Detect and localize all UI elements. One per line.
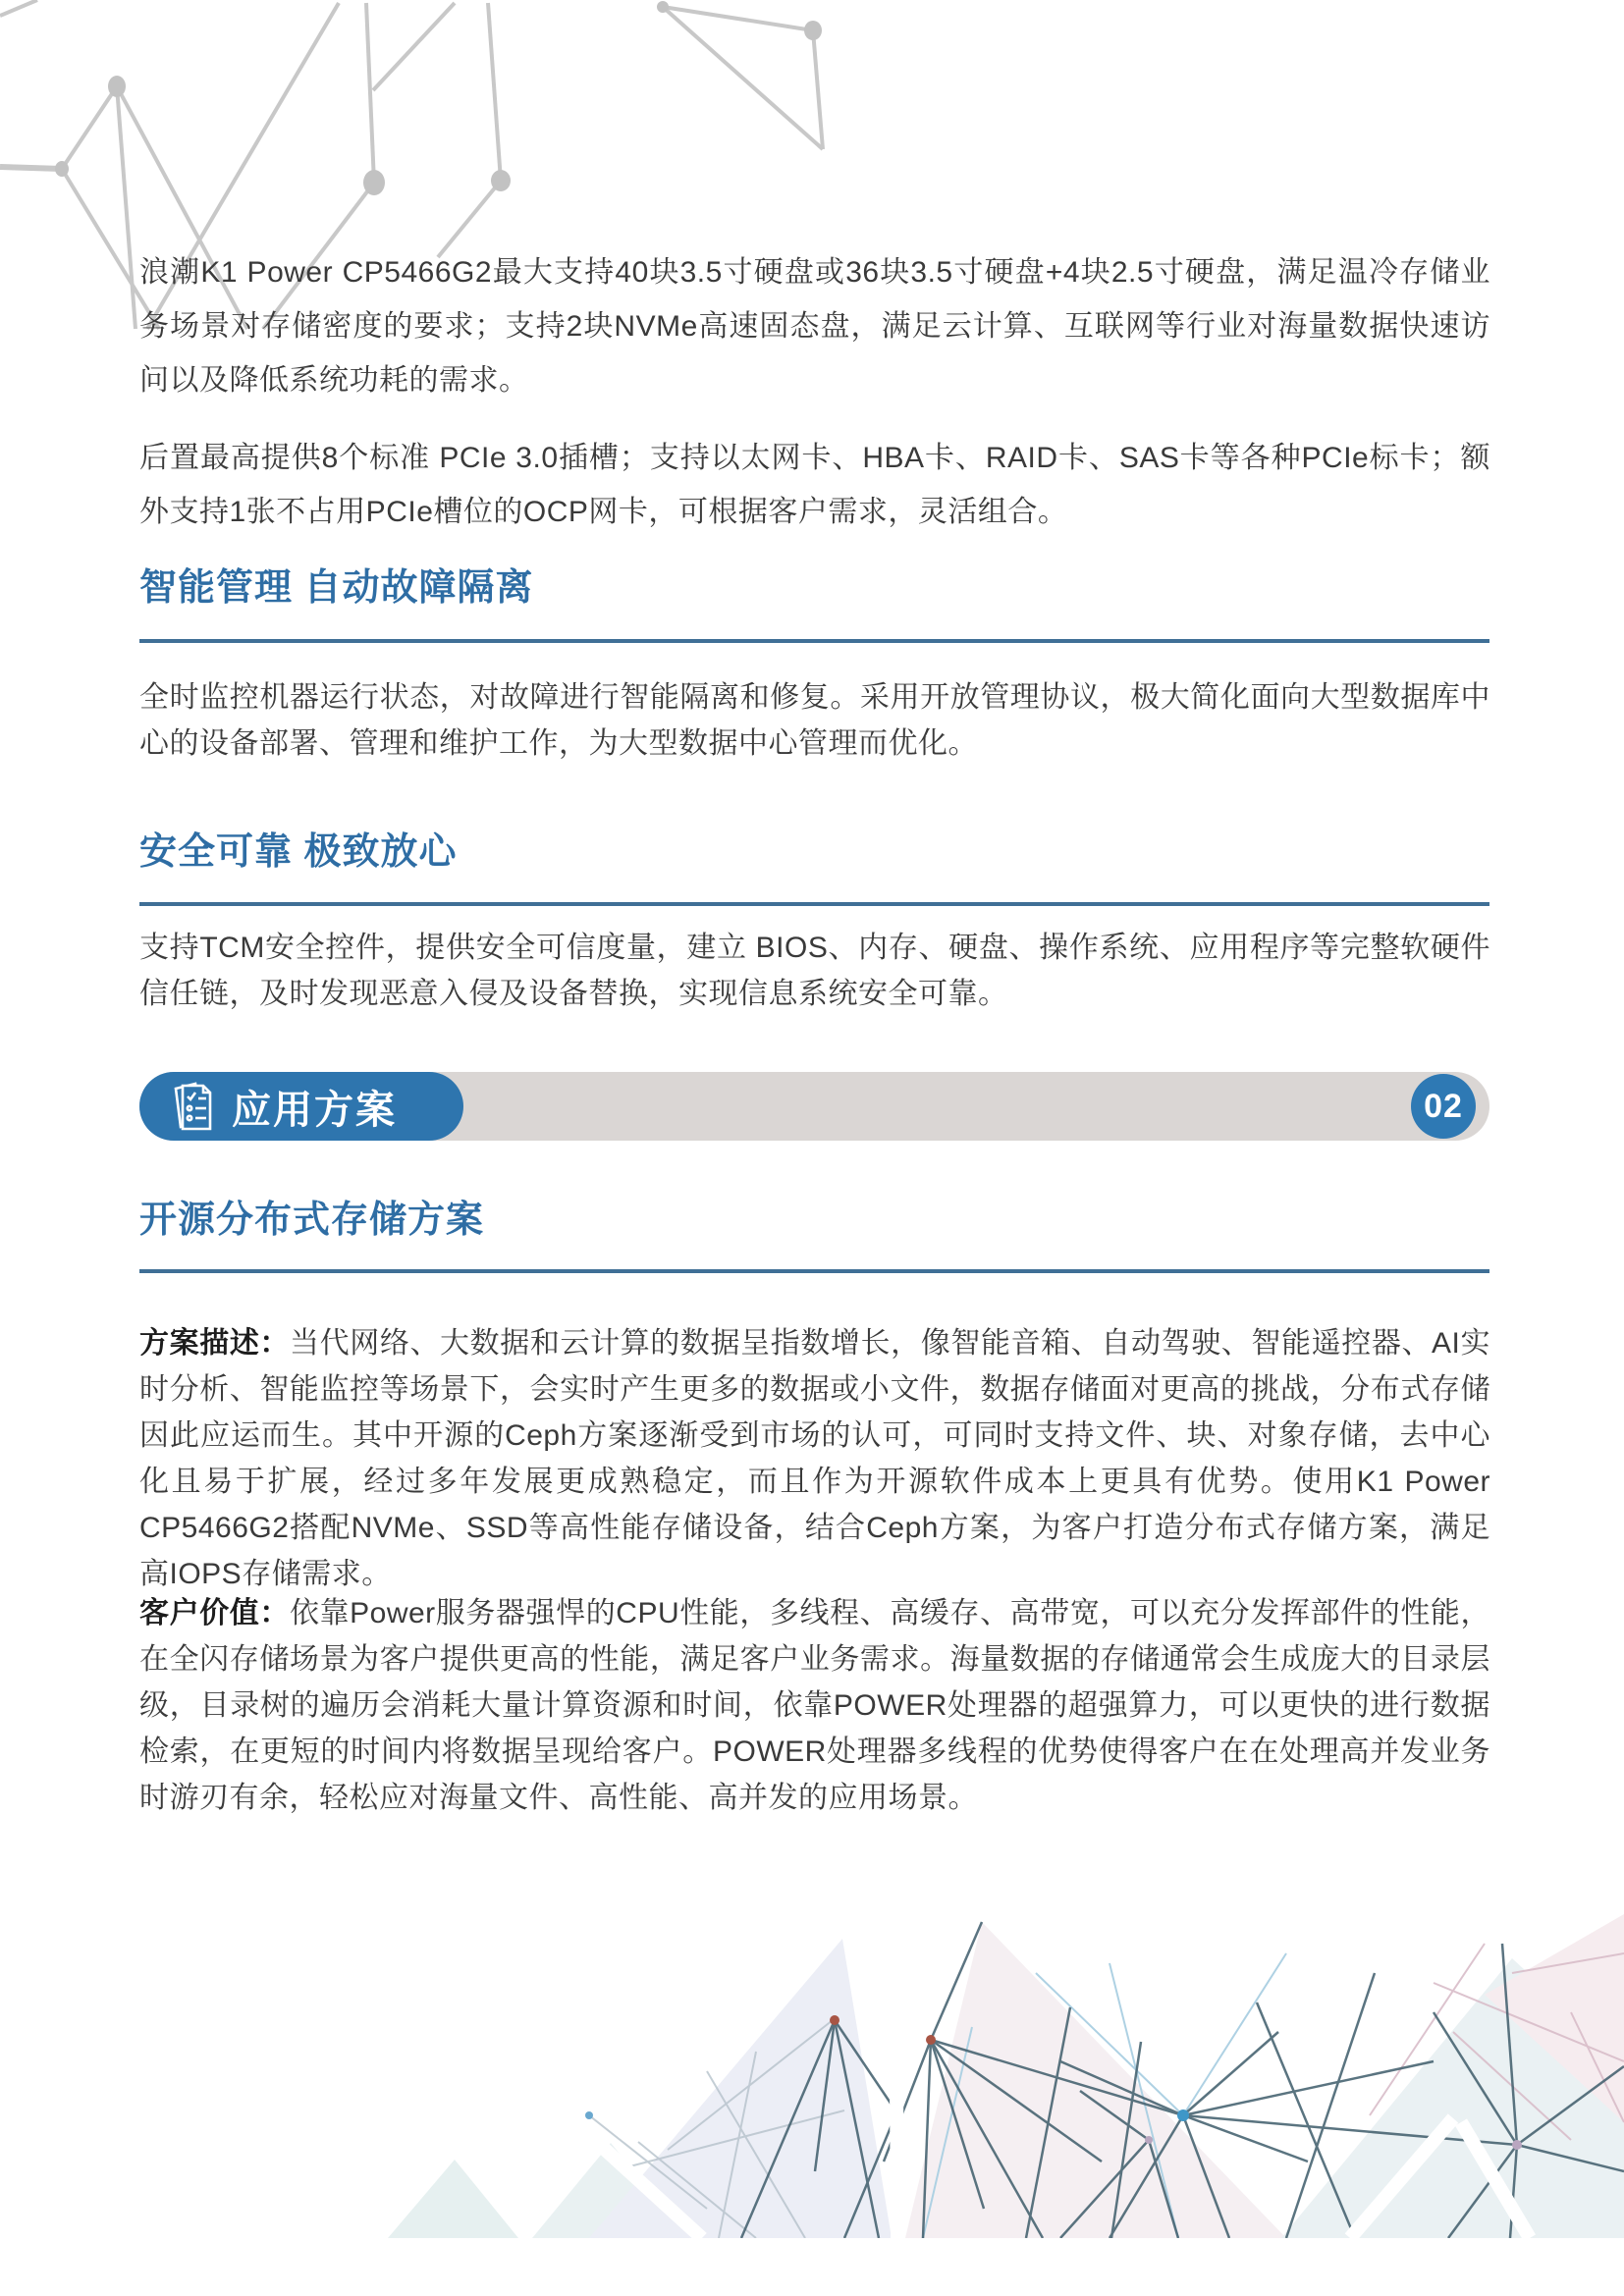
banner-application-solutions: [139, 1072, 463, 1141]
customer-value-label: 客户价值：: [139, 1597, 290, 1629]
solution-heading: 开源分布式存储方案: [139, 1200, 485, 1241]
section-divider-3: [139, 1269, 1489, 1273]
customer-value-paragraph: [139, 1590, 1490, 1821]
lowpoly-mountains-decoration-bottom: [295, 1914, 1624, 2238]
solution-description-label: 方案描述：: [139, 1327, 291, 1360]
intro-paragraph-2: 后置最高提供8个标准 PCIe 3.0插槽；支持以太网卡、HBA卡、RAID卡、SAS卡等各种PCIe标卡；额外支持1张不占用PCIe槽位的OCP网卡，可根据客户需求，灵活组合。: [139, 442, 1490, 528]
customer-value-text: 依靠Power服务器强悍的CPU性能，多线程、高缓存、高带宽，可以充分发挥部件的性能，在全闪存储场景为客户提供更高的性能，满足客户业务需求。海量数据的存储通常会生成庞大的目录层级，目录树的遍历会消耗大量计算资源和时间，依靠POWER处理器的超强算力，可以更快的进行数据检索，在更短的时间内将数据呈现给客户。POWER处理器多线程的优势使得客户在在处理高并发业务时游刃有余，轻松应对海量文件、高性能、高并发的应用场景。: [139, 1597, 1491, 1814]
section-body-security: 支持TCM安全控件，提供安全可信度量，建立 BIOS、内存、硬盘、操作系统、应用程序等完整软硬件信任链，及时发现恶意入侵及设备替换，实现信息系统安全可靠。: [139, 932, 1490, 1010]
checklist-document-icon: [169, 1080, 216, 1133]
section-heading-smart-management: 智能管理 自动故障隔离: [139, 567, 534, 609]
intro-paragraph-1: 浪潮K1 Power CP5466G2最大支持40块3.5寸硬盘或36块3.5寸硬盘+4块2.5寸硬盘，满足温冷存储业务场景对存储密度的要求；支持2块NVMe高速固态盘，满足云计算、互联网等行业对海量数据快速访问以及降低系统功耗的需求。: [139, 256, 1490, 397]
banner-number-badge: 02: [1411, 1074, 1476, 1139]
section-body-smart-management: 全时监控机器运行状态，对故障进行智能隔离和修复。采用开放管理协议，极大简化面向大型数据库中心的设备部署、管理和维护工作，为大型数据中心管理而优化。: [139, 681, 1490, 760]
solution-description-paragraph: [139, 1320, 1490, 1597]
solution-description-text: 当代网络、大数据和云计算的数据呈指数增长，像智能音箱、自动驾驶、智能遥控器、AI实时分析、智能监控等场景下，会实时产生更多的数据或小文件，数据存储面对更高的挑战，分布式存储因此应运而生。其中开源的Ceph方案逐渐受到市场的认可，可同时支持文件、块、对象存储，去中心化且易于扩展，经过多年发展更成熟稳定，而且作为开源软件成本上更具有优势。使用K1 Power CP5466G2搭配NVMe、SSD等高性能存储设备，结合Ceph方案，为客户打造分布式存储方案，满足高IOPS存储需求。: [139, 1327, 1491, 1590]
section-divider-2: [139, 902, 1489, 906]
section-divider-1: [139, 639, 1489, 643]
section-heading-security: 安全可靠 极致放心: [139, 831, 458, 873]
banner-title: 应用方案: [232, 1088, 397, 1132]
